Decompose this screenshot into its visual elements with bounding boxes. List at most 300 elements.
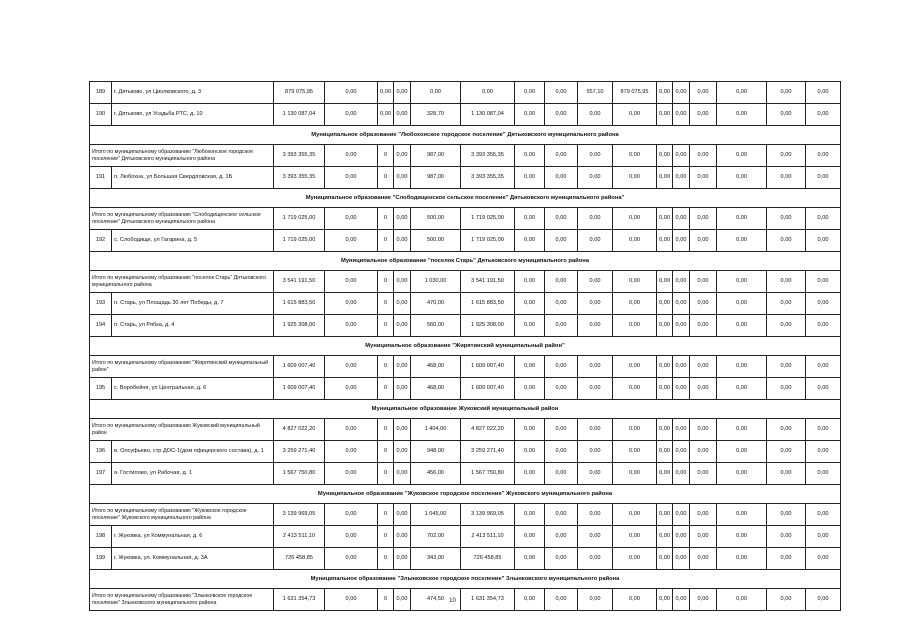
value-cell: 0,00 <box>578 145 613 167</box>
row-number: 196 <box>90 441 112 463</box>
section-header-row <box>90 570 841 589</box>
address-cell: с. Воробейня, ул Центральная, д. 6 <box>112 378 274 400</box>
value-cell: 0,00 <box>673 208 690 230</box>
value-cell: 0,00 <box>325 419 378 441</box>
value-cell: 0,00 <box>515 82 545 104</box>
value-cell: 0,00 <box>717 441 767 463</box>
table-row <box>90 167 841 189</box>
subtotal-label: Итого по муниципальному образованию "Любохонское городское поселение" Дятьковского муниципального района <box>90 145 274 167</box>
value-cell: 0,00 <box>806 378 841 400</box>
value-cell: 0,00 <box>657 145 673 167</box>
value-cell: 0,00 <box>717 504 767 526</box>
value-cell: 1 609 007,40 <box>274 356 325 378</box>
value-cell: 0 <box>378 419 394 441</box>
value-cell: 0,00 <box>767 271 806 293</box>
value-cell: 2 413 511,10 <box>461 526 515 548</box>
value-cell: 0,00 <box>515 104 545 126</box>
value-cell: 0,00 <box>325 441 378 463</box>
row-number: 190 <box>90 104 112 126</box>
value-cell: 1 925 308,00 <box>274 315 325 337</box>
value-cell: 987,00 <box>411 145 461 167</box>
value-cell: 3 541 191,50 <box>461 271 515 293</box>
value-cell: 0,00 <box>325 104 378 126</box>
row-number: 197 <box>90 463 112 485</box>
value-cell: 0,00 <box>545 419 578 441</box>
value-cell: 0,00 <box>515 356 545 378</box>
value-cell: 0,00 <box>394 526 411 548</box>
value-cell: 0,00 <box>325 145 378 167</box>
value-cell: 0,00 <box>673 230 690 252</box>
table-row <box>90 548 841 570</box>
subtotal-label: Итого по муниципальному образованию "Слободищенское сельское поселение" Дятьковского муниципального района <box>90 208 274 230</box>
value-cell: 1 404,00 <box>411 419 461 441</box>
address-cell: п. Старь, ул Рябка, д. 4 <box>112 315 274 337</box>
value-cell: 0,00 <box>657 293 673 315</box>
address-cell: г. Жуковка, ул. Коммунальная, д. 3А <box>112 548 274 570</box>
value-cell: 0,00 <box>613 356 657 378</box>
value-cell: 0,00 <box>613 293 657 315</box>
value-cell: 0,00 <box>325 230 378 252</box>
value-cell: 0,00 <box>578 271 613 293</box>
row-number: 193 <box>90 293 112 315</box>
value-cell: 0,00 <box>717 82 767 104</box>
value-cell: 0,00 <box>545 293 578 315</box>
section-title: Муниципальное образование "Любохонское городское поселение" Дятьковского муниципального района <box>90 126 841 145</box>
section-title: Муниципальное образование "Слободищенское сельское поселение" Дятьковского муниципального района" <box>90 189 841 208</box>
value-cell: 0,00 <box>578 463 613 485</box>
section-header-row <box>90 252 841 271</box>
value-cell: 0,00 <box>411 82 461 104</box>
value-cell: 879 075,95 <box>613 82 657 104</box>
value-cell: 0,00 <box>657 315 673 337</box>
value-cell: 0,00 <box>545 548 578 570</box>
value-cell: 0,00 <box>325 167 378 189</box>
value-cell: 0,00 <box>515 463 545 485</box>
address-cell: г. Дятьково, ул Циолковского, д. 3 <box>112 82 274 104</box>
value-cell: 0,00 <box>690 441 717 463</box>
value-cell: 0 <box>378 378 394 400</box>
value-cell: 0,00 <box>613 230 657 252</box>
value-cell: 0,00 <box>767 293 806 315</box>
value-cell: 0,00 <box>325 208 378 230</box>
value-cell: 0,00 <box>806 504 841 526</box>
table-row <box>90 104 841 126</box>
value-cell: 0,00 <box>461 82 515 104</box>
value-cell: 0,00 <box>394 356 411 378</box>
value-cell: 328,70 <box>411 104 461 126</box>
value-cell: 0,00 <box>657 82 673 104</box>
value-cell: 2 413 511,10 <box>274 526 325 548</box>
value-cell: 0,00 <box>690 315 717 337</box>
value-cell: 702,00 <box>411 526 461 548</box>
value-cell: 0,00 <box>578 208 613 230</box>
value-cell: 0,00 <box>673 526 690 548</box>
value-cell: 0,00 <box>578 293 613 315</box>
row-number: 192 <box>90 230 112 252</box>
value-cell: 0 <box>378 271 394 293</box>
value-cell: 0,00 <box>545 167 578 189</box>
value-cell: 0,00 <box>325 82 378 104</box>
value-cell: 0,00 <box>545 526 578 548</box>
value-cell: 0,00 <box>657 230 673 252</box>
address-cell: п. Старь, ул Площадь 30 лет Победы, д. 7 <box>112 293 274 315</box>
value-cell: 0,00 <box>613 271 657 293</box>
value-cell: 0 <box>378 293 394 315</box>
value-cell: 0,00 <box>515 271 545 293</box>
value-cell: 0,00 <box>717 145 767 167</box>
value-cell: 0,00 <box>515 504 545 526</box>
value-cell: 470,00 <box>411 293 461 315</box>
value-cell: 0 <box>378 441 394 463</box>
value-cell: 0 <box>378 145 394 167</box>
address-cell: я. Гостилово, ул Рабочая, д. 1 <box>112 463 274 485</box>
value-cell: 0,00 <box>325 356 378 378</box>
value-cell: 0,00 <box>578 548 613 570</box>
value-cell: 0,00 <box>578 378 613 400</box>
value-cell: 0,00 <box>690 356 717 378</box>
value-cell: 0,00 <box>613 315 657 337</box>
value-cell: 0,00 <box>578 526 613 548</box>
value-cell: 0,00 <box>690 145 717 167</box>
value-cell: 0,00 <box>394 378 411 400</box>
value-cell: 0,00 <box>690 230 717 252</box>
table-row <box>90 441 841 463</box>
value-cell: 0,00 <box>613 167 657 189</box>
address-cell: в. Олсуфьево, стр ДОС-1(дом офицерского состава), д. 1 <box>112 441 274 463</box>
value-cell: 0,00 <box>325 548 378 570</box>
value-cell: 0,00 <box>673 378 690 400</box>
value-cell: 0,00 <box>767 356 806 378</box>
value-cell: 0,00 <box>717 589 767 611</box>
value-cell: 879 075,95 <box>274 82 325 104</box>
value-cell: 0,00 <box>657 526 673 548</box>
value-cell: 0,00 <box>613 526 657 548</box>
value-cell: 0,00 <box>673 463 690 485</box>
value-cell: 0,00 <box>613 378 657 400</box>
value-cell: 0,00 <box>657 356 673 378</box>
value-cell: 0,00 <box>394 145 411 167</box>
value-cell: 0,00 <box>717 378 767 400</box>
value-cell: 0,00 <box>657 104 673 126</box>
value-cell: 0,00 <box>545 356 578 378</box>
value-cell: 0,00 <box>657 208 673 230</box>
value-cell: 0,00 <box>394 548 411 570</box>
table-row <box>90 230 841 252</box>
value-cell: 0 <box>378 315 394 337</box>
subtotal-row <box>90 419 841 441</box>
value-cell: 0,00 <box>325 589 378 611</box>
value-cell: 1 130 087,04 <box>461 104 515 126</box>
value-cell: 0,00 <box>394 504 411 526</box>
subtotal-row <box>90 208 841 230</box>
value-cell: 0 <box>378 167 394 189</box>
value-cell: 0,00 <box>578 504 613 526</box>
value-cell: 0,00 <box>515 145 545 167</box>
value-cell: 0,00 <box>806 526 841 548</box>
value-cell: 0 <box>378 589 394 611</box>
value-cell: 0,00 <box>673 419 690 441</box>
value-cell: 0,00 <box>717 463 767 485</box>
section-header-row <box>90 337 841 356</box>
value-cell: 0,00 <box>657 504 673 526</box>
value-cell: 0,00 <box>545 82 578 104</box>
value-cell: 0,00 <box>545 441 578 463</box>
value-cell: 0,00 <box>767 378 806 400</box>
value-cell: 0,00 <box>578 230 613 252</box>
value-cell: 0,00 <box>515 548 545 570</box>
value-cell: 557,10 <box>578 82 613 104</box>
value-cell: 0,00 <box>613 419 657 441</box>
value-cell: 0,00 <box>578 315 613 337</box>
value-cell: 0,00 <box>673 293 690 315</box>
value-cell: 0,00 <box>806 104 841 126</box>
value-cell: 0,00 <box>657 378 673 400</box>
value-cell: 343,00 <box>411 548 461 570</box>
value-cell: 0,00 <box>578 356 613 378</box>
address-cell: п. Любохна, ул Большая Свердловская, д. 1Б <box>112 167 274 189</box>
value-cell: 0,00 <box>515 293 545 315</box>
value-cell: 1 567 750,80 <box>274 463 325 485</box>
value-cell: 0,00 <box>690 548 717 570</box>
value-cell: 948,00 <box>411 441 461 463</box>
value-cell: 0,00 <box>657 589 673 611</box>
value-cell: 0,00 <box>717 419 767 441</box>
row-number: 189 <box>90 82 112 104</box>
value-cell: 0,00 <box>613 441 657 463</box>
row-number: 199 <box>90 548 112 570</box>
value-cell: 0,00 <box>325 271 378 293</box>
value-cell: 0,00 <box>690 293 717 315</box>
value-cell: 0,00 <box>767 104 806 126</box>
value-cell: 500,00 <box>411 208 461 230</box>
subtotal-row <box>90 271 841 293</box>
subtotal-label: Итого по муниципальному образованию "Жирятинский муниципальный район" <box>90 356 274 378</box>
value-cell: 0,00 <box>806 463 841 485</box>
value-cell: 468,00 <box>411 378 461 400</box>
value-cell: 0,00 <box>545 104 578 126</box>
value-cell: 0,00 <box>767 230 806 252</box>
value-cell: 1 631 354,73 <box>274 589 325 611</box>
value-cell: 0,00 <box>325 526 378 548</box>
value-cell: 3 541 191,50 <box>274 271 325 293</box>
value-cell: 0,00 <box>394 167 411 189</box>
value-cell: 0,00 <box>690 271 717 293</box>
value-cell: 0,00 <box>394 230 411 252</box>
value-cell: 0,00 <box>806 315 841 337</box>
section-header-row <box>90 400 841 419</box>
value-cell: 3 393 355,35 <box>274 167 325 189</box>
value-cell: 726 458,85 <box>461 548 515 570</box>
value-cell: 0,00 <box>767 167 806 189</box>
row-number: 198 <box>90 526 112 548</box>
value-cell: 0,00 <box>690 82 717 104</box>
value-cell: 1 719 025,00 <box>274 208 325 230</box>
value-cell: 0,00 <box>657 271 673 293</box>
value-cell: 0,00 <box>806 208 841 230</box>
value-cell: 1 719 025,00 <box>461 230 515 252</box>
value-cell: 0,00 <box>767 504 806 526</box>
value-cell: 0,00 <box>673 589 690 611</box>
section-header-row <box>90 189 841 208</box>
value-cell: 1 631 354,73 <box>461 589 515 611</box>
row-number: 195 <box>90 378 112 400</box>
value-cell: 456,00 <box>411 463 461 485</box>
value-cell: 1 609 007,40 <box>461 378 515 400</box>
value-cell: 0,00 <box>717 526 767 548</box>
value-cell: 3 259 271,40 <box>461 441 515 463</box>
value-cell: 0 <box>378 504 394 526</box>
value-cell: 3 259 271,40 <box>274 441 325 463</box>
value-cell: 0,00 <box>515 167 545 189</box>
value-cell: 0,00 <box>806 548 841 570</box>
value-cell: 0,00 <box>394 271 411 293</box>
value-cell: 0,00 <box>767 82 806 104</box>
value-cell: 0,00 <box>806 441 841 463</box>
value-cell: 1 719 025,00 <box>274 230 325 252</box>
value-cell: 0,00 <box>394 208 411 230</box>
value-cell: 0,00 <box>545 208 578 230</box>
value-cell: 0,00 <box>690 167 717 189</box>
value-cell: 1 567 750,80 <box>461 463 515 485</box>
value-cell: 0,00 <box>515 208 545 230</box>
value-cell: 0,00 <box>545 271 578 293</box>
value-cell: 0,00 <box>690 104 717 126</box>
value-cell: 0,00 <box>578 419 613 441</box>
value-cell: 0,00 <box>657 441 673 463</box>
value-cell: 0 <box>378 463 394 485</box>
value-cell: 0,00 <box>673 356 690 378</box>
value-cell: 0,00 <box>690 419 717 441</box>
value-cell: 3 393 355,35 <box>461 167 515 189</box>
address-cell: г. Дятьково, ул Усадьба РТС, д. 10 <box>112 104 274 126</box>
subtotal-label: Итого по муниципальному образованию "поселок Старь" Дятьковского муниципального района <box>90 271 274 293</box>
value-cell: 0,00 <box>578 589 613 611</box>
value-cell: 1 609 007,40 <box>274 378 325 400</box>
page-number: 10 <box>449 598 456 604</box>
value-cell: 0,00 <box>613 145 657 167</box>
value-cell: 0,00 <box>673 315 690 337</box>
value-cell: 1 615 883,50 <box>461 293 515 315</box>
value-cell: 0,00 <box>767 589 806 611</box>
value-cell: 0,00 <box>394 589 411 611</box>
value-cell: 0,00 <box>806 167 841 189</box>
value-cell: 3 139 969,05 <box>461 504 515 526</box>
value-cell: 1 609 007,40 <box>461 356 515 378</box>
value-cell: 0,00 <box>394 104 411 126</box>
value-cell: 0,00 <box>325 378 378 400</box>
value-cell: 0,00 <box>394 463 411 485</box>
address-cell: г. Жуковка, ул Коммунальная, д. 6 <box>112 526 274 548</box>
row-number: 191 <box>90 167 112 189</box>
value-cell: 0,00 <box>613 208 657 230</box>
value-cell: 0,00 <box>613 589 657 611</box>
value-cell: 3 393 355,35 <box>461 145 515 167</box>
value-cell: 726 458,85 <box>274 548 325 570</box>
value-cell: 0,00 <box>767 526 806 548</box>
value-cell: 1 925 308,00 <box>461 315 515 337</box>
value-cell: 0,00 <box>613 104 657 126</box>
value-cell: 0,00 <box>806 293 841 315</box>
value-cell: 0,00 <box>394 82 411 104</box>
value-cell: 0 <box>378 548 394 570</box>
value-cell: 0 <box>378 208 394 230</box>
value-cell: 0,00 <box>545 589 578 611</box>
table-row <box>90 463 841 485</box>
value-cell: 0,00 <box>767 145 806 167</box>
value-cell: 1 030,00 <box>411 271 461 293</box>
value-cell: 0,00 <box>673 82 690 104</box>
value-cell: 0,00 <box>515 230 545 252</box>
value-cell: 0,00 <box>545 504 578 526</box>
value-cell: 0,00 <box>378 82 394 104</box>
section-title: Муниципальное образование "Злынковское городское поселение" Злынковского муниципального района <box>90 570 841 589</box>
budget-table <box>89 81 841 611</box>
value-cell: 0,00 <box>325 463 378 485</box>
value-cell: 500,00 <box>411 230 461 252</box>
value-cell: 0,00 <box>394 315 411 337</box>
section-header-row <box>90 485 841 504</box>
value-cell: 0,00 <box>690 463 717 485</box>
value-cell: 0,00 <box>613 548 657 570</box>
value-cell: 0,00 <box>657 463 673 485</box>
subtotal-row <box>90 504 841 526</box>
value-cell: 0,00 <box>806 419 841 441</box>
value-cell: 0,00 <box>515 589 545 611</box>
value-cell: 0,00 <box>806 230 841 252</box>
section-title: Муниципальное образование "поселок Старь" Дятьковского муниципального района <box>90 252 841 271</box>
value-cell: 0,00 <box>545 230 578 252</box>
value-cell: 0,00 <box>806 589 841 611</box>
value-cell: 474,50 <box>411 589 461 611</box>
value-cell: 0,00 <box>545 145 578 167</box>
value-cell: 0,00 <box>717 315 767 337</box>
value-cell: 0,00 <box>717 167 767 189</box>
value-cell: 560,00 <box>411 315 461 337</box>
value-cell: 0,00 <box>673 271 690 293</box>
value-cell: 0,00 <box>394 419 411 441</box>
section-title: Муниципальное образование Жуковский муниципальный район <box>90 400 841 419</box>
value-cell: 0,00 <box>657 167 673 189</box>
section-title: Муниципальное образование "Жуковское городское поселение" Жуковского муниципального района <box>90 485 841 504</box>
value-cell: 0,00 <box>690 504 717 526</box>
value-cell: 0,00 <box>717 548 767 570</box>
value-cell: 0,00 <box>806 82 841 104</box>
section-title: Муниципальное образование "Жирятинский муниципальный район" <box>90 337 841 356</box>
value-cell: 0,00 <box>717 208 767 230</box>
value-cell: 0 <box>378 526 394 548</box>
value-cell: 1 130 087,04 <box>274 104 325 126</box>
value-cell: 0,00 <box>515 378 545 400</box>
value-cell: 0,00 <box>657 548 673 570</box>
value-cell: 987,00 <box>411 167 461 189</box>
value-cell: 0,00 <box>690 378 717 400</box>
value-cell: 0,00 <box>657 419 673 441</box>
value-cell: 0,00 <box>515 526 545 548</box>
address-cell: с. Слободище, ул Гагарина, д. 5 <box>112 230 274 252</box>
row-number: 194 <box>90 315 112 337</box>
value-cell: 0,00 <box>613 463 657 485</box>
value-cell: 4 827 022,20 <box>461 419 515 441</box>
value-cell: 0,00 <box>690 208 717 230</box>
value-cell: 0 <box>378 356 394 378</box>
table-row <box>90 315 841 337</box>
value-cell: 0,00 <box>515 315 545 337</box>
table-row <box>90 293 841 315</box>
value-cell: 1 719 025,00 <box>461 208 515 230</box>
value-cell: 0,00 <box>673 548 690 570</box>
value-cell: 0,00 <box>690 526 717 548</box>
value-cell: 0,00 <box>673 504 690 526</box>
